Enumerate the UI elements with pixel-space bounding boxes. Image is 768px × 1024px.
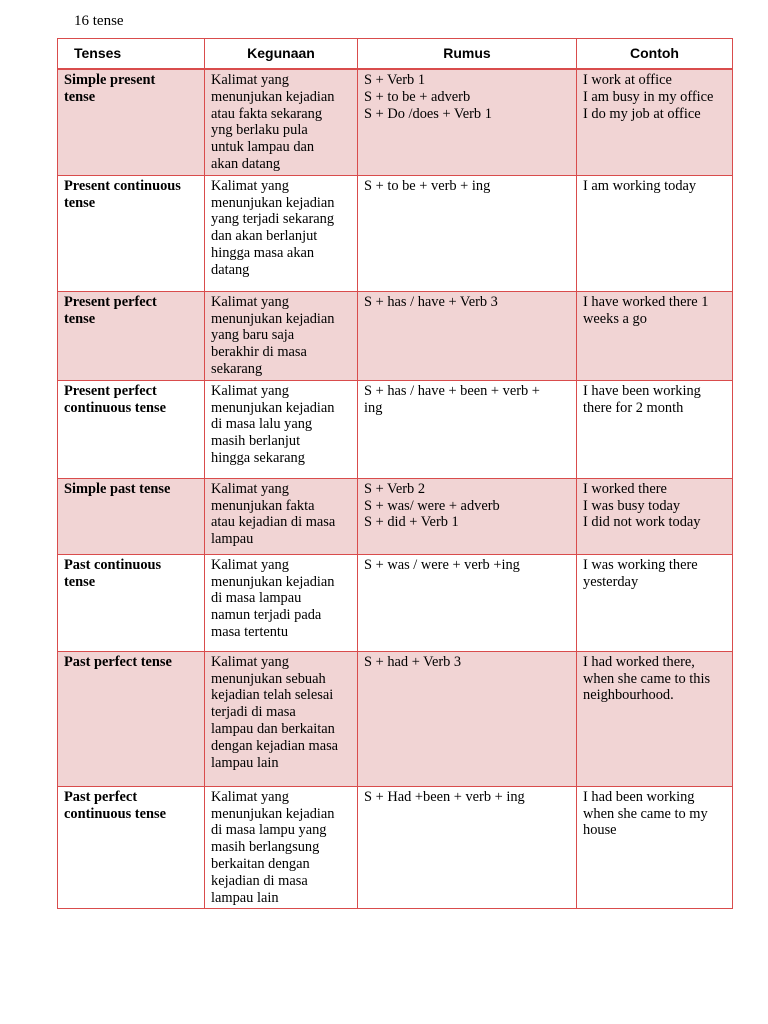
table-row [58, 69, 733, 175]
cell-line: tense [64, 194, 96, 211]
cell-line: ing [364, 399, 383, 416]
cell-line: menunjukan kejadian [211, 573, 335, 590]
cell-line: S + Verb 2 [364, 480, 426, 497]
cell-line: when she came to my [583, 805, 708, 822]
cell-line: menunjukan kejadian [211, 88, 335, 105]
cell-kegunaan [205, 380, 358, 478]
header-tenses: Tenses [58, 39, 205, 70]
cell-line: S + Verb 1 [364, 72, 426, 88]
cell-kegunaan [205, 291, 358, 380]
header-row [58, 39, 733, 70]
cell-line: yng berlaku pula [211, 122, 308, 139]
cell-line: weeks a go [583, 310, 647, 327]
cell-line: S + has / have + Verb 3 [364, 293, 498, 310]
cell-line: neighbourhood. [583, 687, 674, 704]
cell-rumus [358, 175, 577, 291]
cell-line: kejadian telah selesai [211, 687, 334, 704]
cell-line: namun terjadi pada [211, 607, 322, 624]
cell-line: S + did + Verb 1 [364, 514, 459, 531]
cell-name [58, 651, 205, 786]
cell-contoh [577, 69, 733, 175]
cell-line: hingga sekarang [211, 449, 305, 466]
cell-kegunaan [205, 478, 358, 554]
cell-line: yang baru saja [211, 327, 295, 344]
cell-line: I am busy in my office [583, 88, 714, 105]
cell-line: Simple present [64, 72, 156, 88]
cell-line: masih berlangsung [211, 839, 320, 856]
cell-name [58, 380, 205, 478]
cell-line: Kalimat yang [211, 788, 289, 805]
cell-line: when she came to this [583, 670, 711, 687]
header-rumus: Rumus [358, 39, 577, 70]
cell-line: continuous tense [64, 399, 166, 416]
cell-line: dengan kejadian masa [211, 737, 339, 754]
cell-line: masa tertentu [211, 623, 289, 640]
cell-line: lampau lain [211, 889, 279, 906]
header-kegunaan: Kegunaan [205, 39, 358, 70]
cell-line: lampau [211, 531, 254, 548]
cell-rumus [358, 786, 577, 909]
cell-line: Kalimat yang [211, 293, 289, 310]
cell-line: there for 2 month [583, 399, 684, 416]
cell-line: menunjukan kejadian [211, 310, 335, 327]
cell-rumus [358, 554, 577, 651]
cell-line: I have worked there 1 [583, 293, 709, 310]
cell-rumus [358, 651, 577, 786]
cell-line: menunjukan kejadian [211, 194, 335, 211]
cell-line: S + had + Verb 3 [364, 653, 462, 670]
cell-line: Present perfect [64, 293, 157, 310]
cell-name [58, 291, 205, 380]
cell-line: Present perfect [64, 382, 157, 399]
cell-line: Kalimat yang [211, 177, 289, 194]
table-row [58, 291, 733, 380]
cell-line: I worked there [583, 480, 667, 497]
cell-line: continuous tense [64, 805, 166, 822]
cell-line: dan akan berlanjut [211, 228, 318, 245]
cell-name [58, 69, 205, 175]
cell-kegunaan [205, 651, 358, 786]
cell-contoh [577, 291, 733, 380]
cell-rumus [358, 478, 577, 554]
cell-line: di masa lalu yang [211, 416, 313, 433]
cell-name [58, 175, 205, 291]
cell-contoh [577, 380, 733, 478]
cell-line: akan datang [211, 155, 281, 172]
cell-line: atau fakta sekarang [211, 105, 323, 122]
cell-line: house [583, 822, 617, 839]
cell-line: terjadi di masa [211, 704, 296, 721]
cell-line: S + Had +been + verb + ing [364, 788, 525, 805]
cell-line: sekarang [211, 360, 263, 377]
cell-line: tense [64, 573, 96, 590]
cell-line: Past continuous [64, 556, 162, 573]
cell-kegunaan [205, 554, 358, 651]
cell-line: menunjukan kejadian [211, 399, 335, 416]
cell-line: berakhir di masa [211, 344, 307, 361]
page-title: 16 tense [74, 13, 124, 29]
cell-line: menunjukan kejadian [211, 805, 335, 822]
cell-line: Past perfect [64, 788, 138, 805]
cell-line: datang [211, 261, 250, 278]
cell-line: I have been working [583, 382, 701, 399]
cell-kegunaan [205, 69, 358, 175]
cell-line: tense [64, 310, 96, 327]
cell-rumus [358, 69, 577, 175]
cell-line: I was working there [583, 556, 698, 573]
table-row [58, 554, 733, 651]
cell-line: menunjukan sebuah [211, 670, 326, 687]
cell-line: berkaitan dengan [211, 855, 310, 872]
tenses-table [57, 38, 733, 909]
cell-line: di masa lampau [211, 590, 302, 607]
cell-line: Present continuous [64, 177, 181, 194]
table-row [58, 651, 733, 786]
cell-line: S + Do /does + Verb 1 [364, 105, 492, 122]
cell-line: Kalimat yang [211, 556, 289, 573]
table-row [58, 380, 733, 478]
cell-name [58, 554, 205, 651]
cell-line: Kalimat yang [211, 653, 289, 670]
cell-contoh [577, 786, 733, 909]
cell-kegunaan [205, 786, 358, 909]
cell-line: yang terjadi sekarang [211, 211, 335, 228]
cell-line: S + to be + verb + ing [364, 177, 491, 194]
cell-line: untuk lampau dan [211, 139, 315, 156]
cell-line: I had been working [583, 788, 695, 805]
header-contoh: Contoh [577, 39, 733, 70]
cell-line: yesterday [583, 573, 639, 590]
cell-line: menunjukan fakta [211, 497, 315, 514]
cell-rumus [358, 380, 577, 478]
cell-line: I had worked there, [583, 653, 695, 670]
cell-line: lampau dan berkaitan [211, 720, 335, 737]
cell-line: Simple past tense [64, 480, 171, 497]
cell-contoh [577, 554, 733, 651]
cell-line: I do my job at office [583, 105, 701, 122]
cell-line: S + was / were + verb +ing [364, 556, 520, 573]
cell-line: masih berlanjut [211, 433, 301, 450]
cell-rumus [358, 291, 577, 380]
cell-contoh [577, 478, 733, 554]
cell-line: Past perfect tense [64, 653, 172, 670]
cell-line: I am working today [583, 177, 697, 194]
cell-contoh [577, 651, 733, 786]
cell-line: Kalimat yang [211, 72, 289, 88]
cell-line: I did not work today [583, 514, 701, 531]
cell-line: lampau lain [211, 754, 279, 771]
cell-line: kejadian di masa [211, 872, 308, 889]
cell-line: S + was/ were + adverb [364, 497, 500, 514]
cell-line: Kalimat yang [211, 382, 289, 399]
cell-line: hingga masa akan [211, 244, 315, 261]
cell-line: S + has / have + been + verb + [364, 382, 540, 399]
cell-line: di masa lampu yang [211, 822, 327, 839]
cell-contoh [577, 175, 733, 291]
cell-line: I was busy today [583, 497, 681, 514]
table-row [58, 478, 733, 554]
cell-line: S + to be + adverb [364, 88, 471, 105]
cell-line: atau kejadian di masa [211, 514, 336, 531]
table-row [58, 175, 733, 291]
cell-line: tense [64, 88, 96, 105]
cell-name [58, 478, 205, 554]
cell-line: Kalimat yang [211, 480, 289, 497]
table-row [58, 786, 733, 909]
cell-name [58, 786, 205, 909]
cell-line: I work at office [583, 72, 672, 88]
cell-kegunaan [205, 175, 358, 291]
